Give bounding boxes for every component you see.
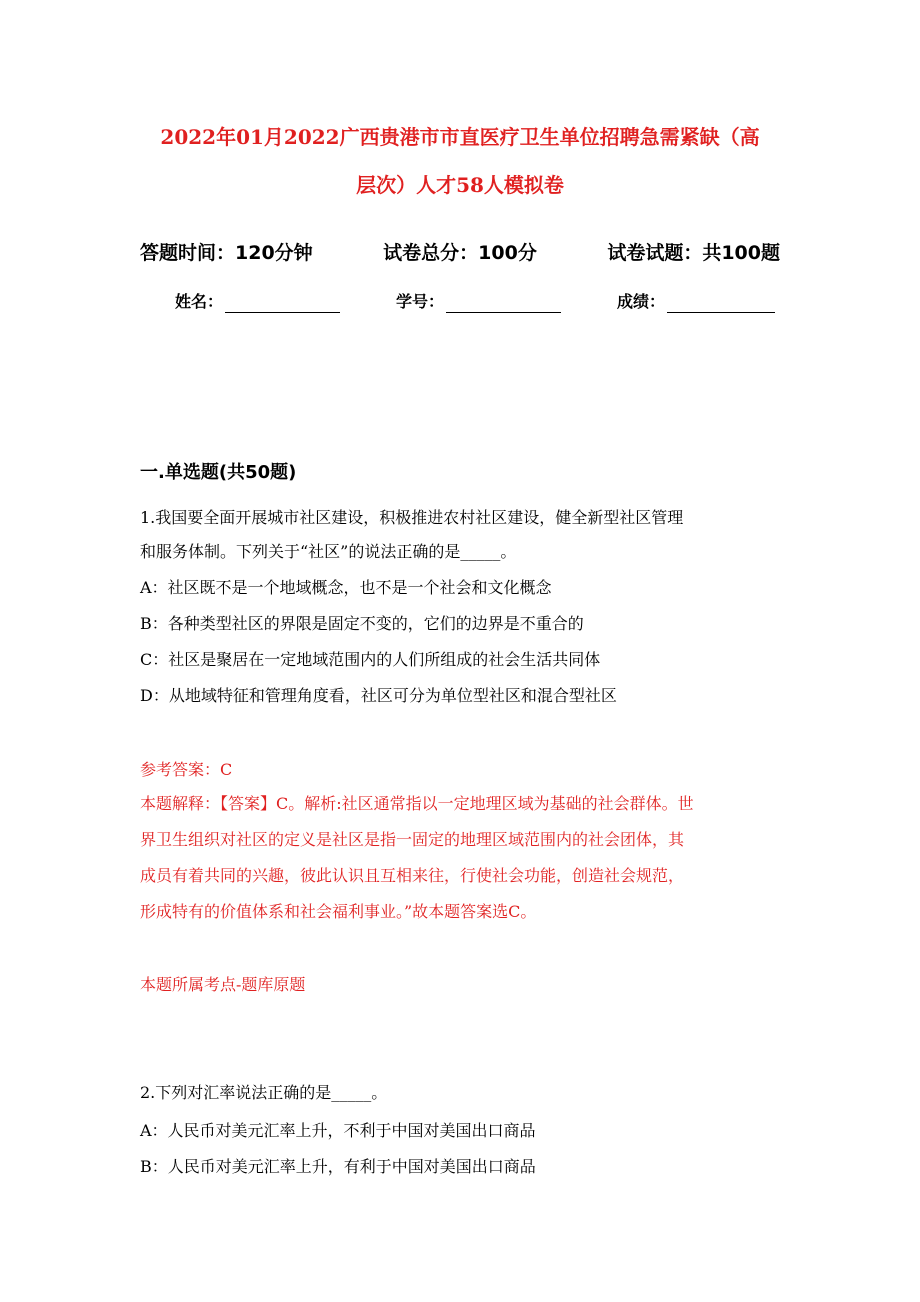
question-1-option-d: D：从地域特征和管理角度看，社区可分为单位型社区和混合型社区 [140, 686, 617, 705]
question-1-stem-line-1: 1.我国要全面开展城市社区建设，积极推进农村社区建设，健全新型社区管理 [140, 508, 684, 527]
score-label: 成绩： [616, 292, 665, 311]
question-1-explanation-line-1: 本题解释：【答案】C。解析:社区通常指以一定地理区域为基础的社会群体。世 [140, 794, 694, 813]
id-blank[interactable] [446, 292, 561, 313]
question-1-option-b: B：各种类型社区的界限是固定不变的，它们的边界是不重合的 [140, 614, 584, 633]
question-1-option-c: C：社区是聚居在一定地域范围内的人们所组成的社会生活共同体 [140, 650, 601, 669]
question-2-stem: 2.下列对汇率说法正确的是_____。 [140, 1083, 388, 1102]
exam-question-count: 试卷试题：共100题 [607, 242, 780, 264]
section-heading: 一.单选题(共50题) [140, 462, 297, 483]
name-field [175, 288, 340, 316]
name-blank[interactable] [225, 292, 340, 313]
student-fields [175, 288, 775, 316]
question-1-stem-line-2: 和服务体制。下列关于“社区”的说法正确的是_____。 [140, 542, 517, 561]
question-1-explanation-line-3: 成员有着共同的兴趣，彼此认识且互相来往，行使社会功能，创造社会规范， [140, 866, 685, 885]
exam-total-score: 试卷总分：100分 [383, 242, 537, 264]
exam-time: 答题时间：120分钟 [140, 242, 313, 264]
question-2-option-b: B：人民币对美元汇率上升，有利于中国对美国出口商品 [140, 1157, 536, 1176]
id-label: 学号： [395, 292, 444, 311]
question-1-answer: 参考答案：C [140, 760, 233, 779]
exam-title-line-1: 2022年01月2022广西贵港市市直医疗卫生单位招聘急需紧缺（高 [160, 125, 760, 149]
exam-meta [140, 238, 780, 268]
question-1-explanation-line-4: 形成特有的价值体系和社会福利事业。”故本题答案选C。 [140, 902, 537, 921]
id-field [396, 288, 561, 316]
question-1-topic: 本题所属考点-题库原题 [140, 975, 306, 994]
question-1-option-a: A：社区既不是一个地域概念，也不是一个社会和文化概念 [140, 578, 552, 597]
question-1-explanation-line-2: 界卫生组织对社区的定义是社区是指一固定的地理区域范围内的社会团体，其 [140, 830, 685, 849]
score-blank[interactable] [667, 292, 775, 313]
exam-title-line-2: 层次）人才58人模拟卷 [356, 173, 564, 197]
score-field [617, 288, 775, 316]
name-label: 姓名： [175, 292, 224, 311]
question-2-option-a: A：人民币对美元汇率上升，不利于中国对美国出口商品 [140, 1121, 536, 1140]
